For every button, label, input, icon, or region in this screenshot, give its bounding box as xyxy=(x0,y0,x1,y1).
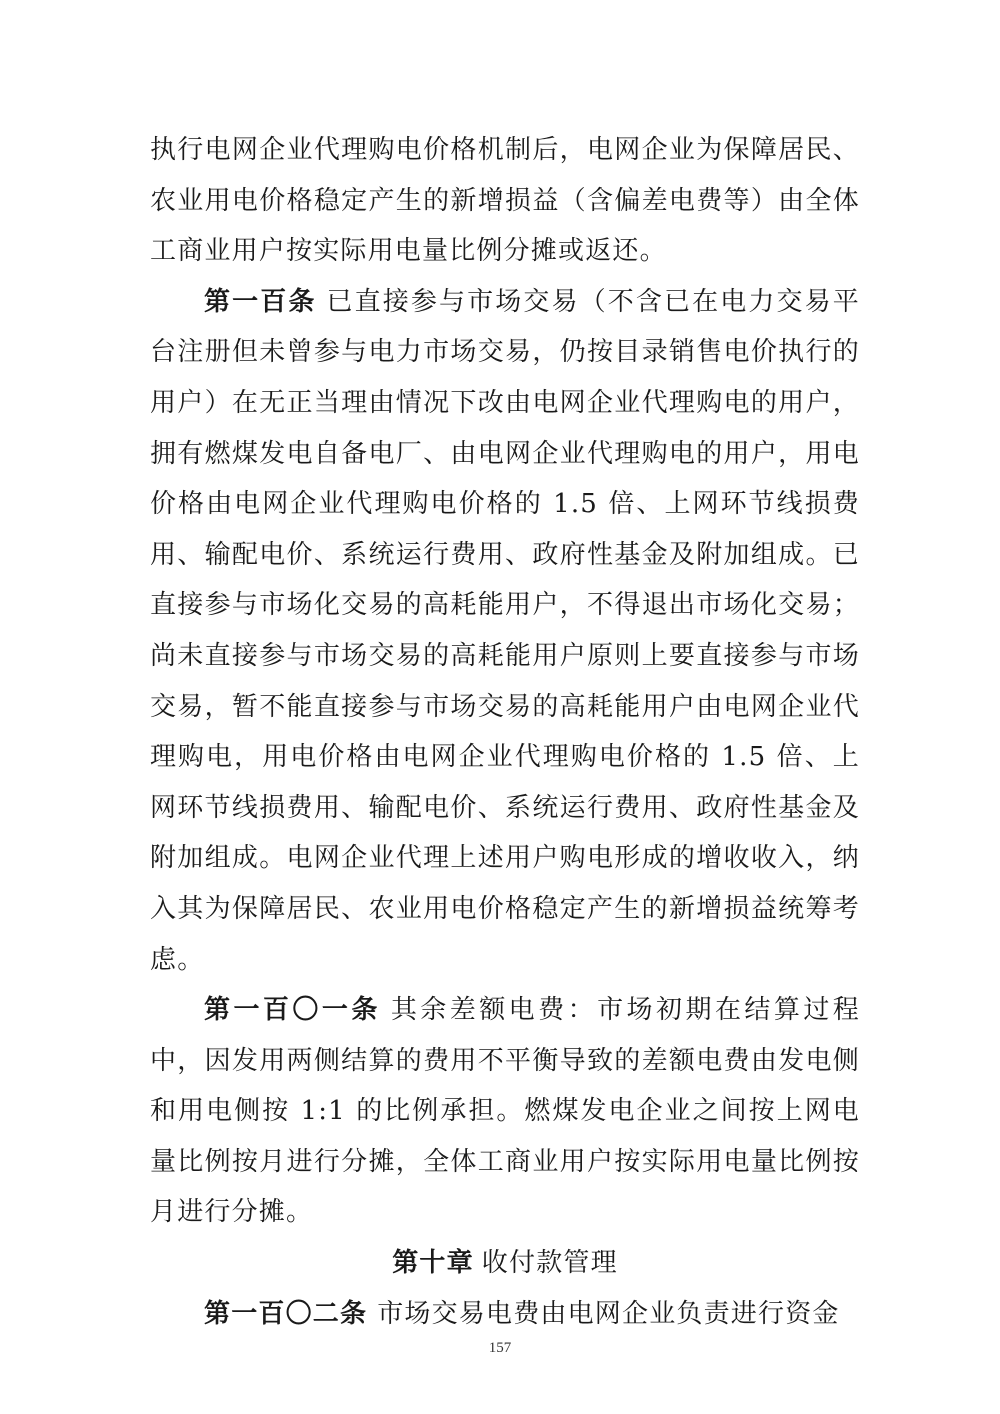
chapter-heading xyxy=(150,1238,860,1289)
article-text: 市场交易电费由电网企业负责进行资金 xyxy=(377,1298,840,1329)
page-number: 157 xyxy=(488,1340,512,1356)
article-100 xyxy=(150,277,860,985)
page-body xyxy=(150,125,860,1339)
article-number: 第一百〇一条 xyxy=(204,995,381,1026)
article-101 xyxy=(150,985,860,1238)
article-number: 第一百条 xyxy=(204,286,317,317)
chapter-title: 收付款管理 xyxy=(481,1248,618,1279)
article-number: 第一百〇二条 xyxy=(204,1298,368,1329)
chapter-number: 第十章 xyxy=(392,1248,474,1279)
article-102 xyxy=(150,1289,860,1340)
paragraph-continuation xyxy=(150,125,860,277)
article-text: 已直接参与市场交易（不含已在电力交易平台注册但未曾参与电力市场交易，仍按目录销售电价执行的用户）在无正当理由情况下改由电网企业代理购电的用户，拥有燃煤发电自备电厂、由电网企业代理购电的用户，用电价格由电网企业代理购电价格的 1.5 倍、上网环节线损费用、输配电价、系统运行费用、政府性基金及附加组成。已直接参与市场化交易的高耗能用户，不得退出市场化交易；尚未直接参与市场交易的高耗能用户原则上要直接参与市场交易，暂不能直接参与市场交易的高耗能用户由电网企业代理购电，用电价格由电网企业代理购电价格的 1.5 倍、上网环节线损费用、输配电价、系统运行费用、政府性基金及附加组成。电网企业代理上述用户购电形成的增收收入，纳入其为保障居民、农业用电价格稳定产生的新增损益统筹考虑。 xyxy=(150,286,860,975)
paragraph-text: 执行电网企业代理购电价格机制后，电网企业为保障居民、农业用电价格稳定产生的新增损益（含偏差电费等）由全体工商业用户按实际用电量比例分摊或返还。 xyxy=(150,135,860,267)
article-text: 其余差额电费：市场初期在结算过程中，因发用两侧结算的费用不平衡导致的差额电费由发电侧和用电侧按 1:1 的比例承担。燃煤发电企业之间按上网电量比例按月进行分摊，全体工商业用户按实际用电量比例按月进行分摊。 xyxy=(150,995,861,1228)
